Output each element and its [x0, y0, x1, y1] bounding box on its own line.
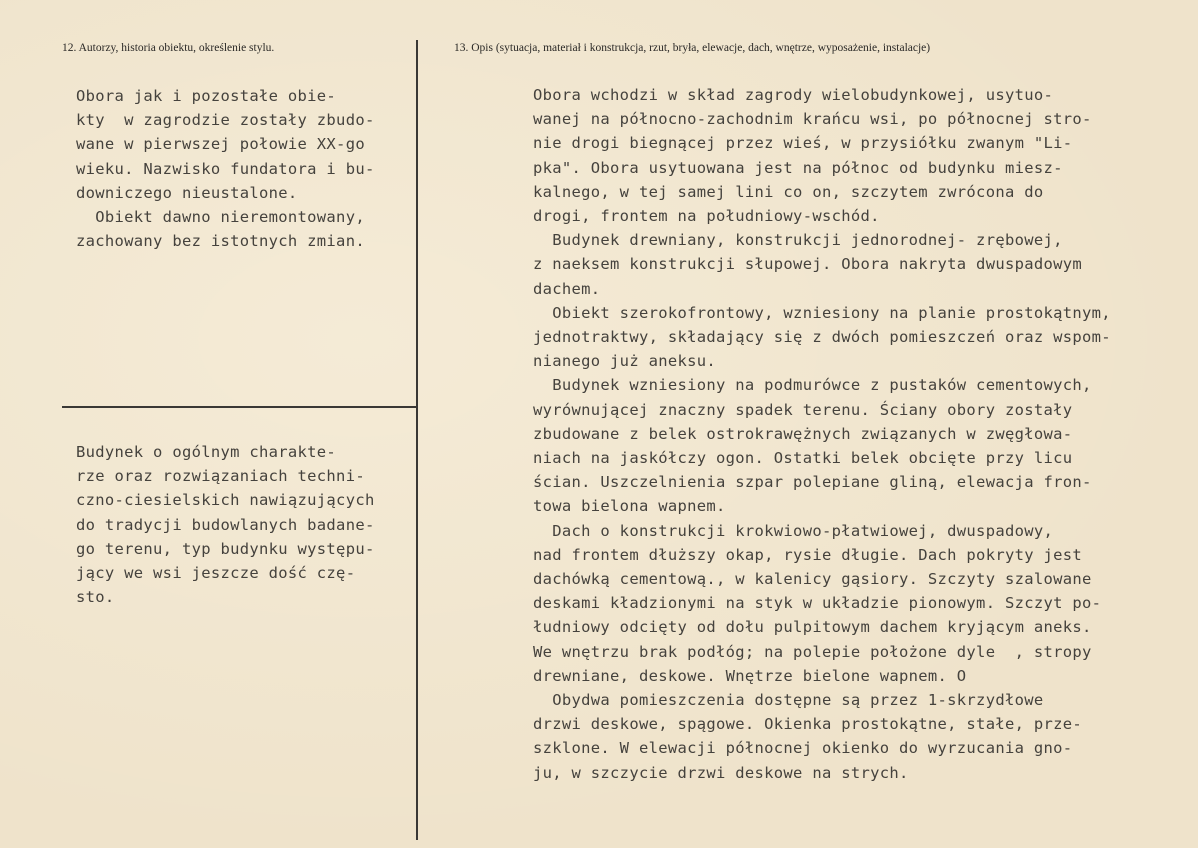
field-13-header: 13. Opis (sytuacja, materiał i konstrukcja, rzut, bryła, elewacje, dach, wnętrze, wyposażenie, instalacje)	[454, 42, 931, 54]
column-divider	[416, 40, 418, 840]
history-text: Obora jak i pozostałe obie- kty w zagrodzie zostały zbudo- wane w pierwszej połowie XX-go wieku. Nazwisko fundatora i bu- downiczego nieustalone. Obiekt dawno nieremontowany, zachowany bez istotnych zmian.	[76, 87, 375, 251]
style-text: Budynek o ogólnym charakte- rze oraz rozwiązaniach techni- czno-ciesielskich nawiązujących do tradycji budowlanych badane- go terenu, typ budynku występu- jący we wsi jeszcze dość czę- sto.	[76, 443, 375, 607]
field-12-header: 12. Autorzy, historia obiektu, określenie stylu.	[62, 42, 275, 54]
left-column-separator	[62, 406, 416, 408]
description-text: Obora wchodzi w skład zagrody wielobudynkowej, usytuo- wanej na północno-zachodnim krańcu wsi, po północnej stro- nie drogi biegnącej przez wieś, w przysiółku zwanym "Li- pka". Obora usytuowana jest na północ od budynku miesz- kalnego, w tej samej lini co on, szczytem zwrócona do drogi, frontem na południowy-wschód. Budynek drewniany, konstrukcji jednorodnej- zrębowej, z naeksem konstrukcji słupowej. Obora nakryta dwuspadowym dachem. Obiekt szerokofrontowy, wzniesiony na planie prostokątnym, jednotraktwy, składający się z dwóch pomieszczeń oraz wspom- nianego już aneksu. Budynek wzniesiony na podmurówce z pustaków cementowych, wyrównującej znaczny spadek terenu. Ściany obory zostały zbudowane z belek ostrokrawężnych związanych w zwęgłowa- niach na jaskółczy ogon. Ostatki belek obcięte przy licu ścian. Uszczelnienia szpar polepiane gliną, elewacja fron- towa bielona wapnem. Dach o konstrukcji krokwiowo-płatwiowej, dwuspadowy, nad frontem dłuższy okap, rysie długie. Dach pokryty jest dachówką cementową., w kalenicy gąsiory. Szczyty szalowane deskami kładzionymi na styk w układzie pionowym. Szczyt po- łudniowy odcięty od dołu pulpitowym dachem kryjącym aneks. We wnętrzu brak podłóg; na polepie położone dyle , stropy drewniane, deskowe. Wnętrze bielone wapnem. O Obydwa pomieszczenia dostępne są przez 1-skrzydłowe drzwi deskowe, spągowe. Okienka prostokątne, stałe, prze- szklone. W elewacji północnej okienko do wyrzucania gno- ju, w szczycie drzwi deskowe na strych.	[533, 86, 1111, 782]
